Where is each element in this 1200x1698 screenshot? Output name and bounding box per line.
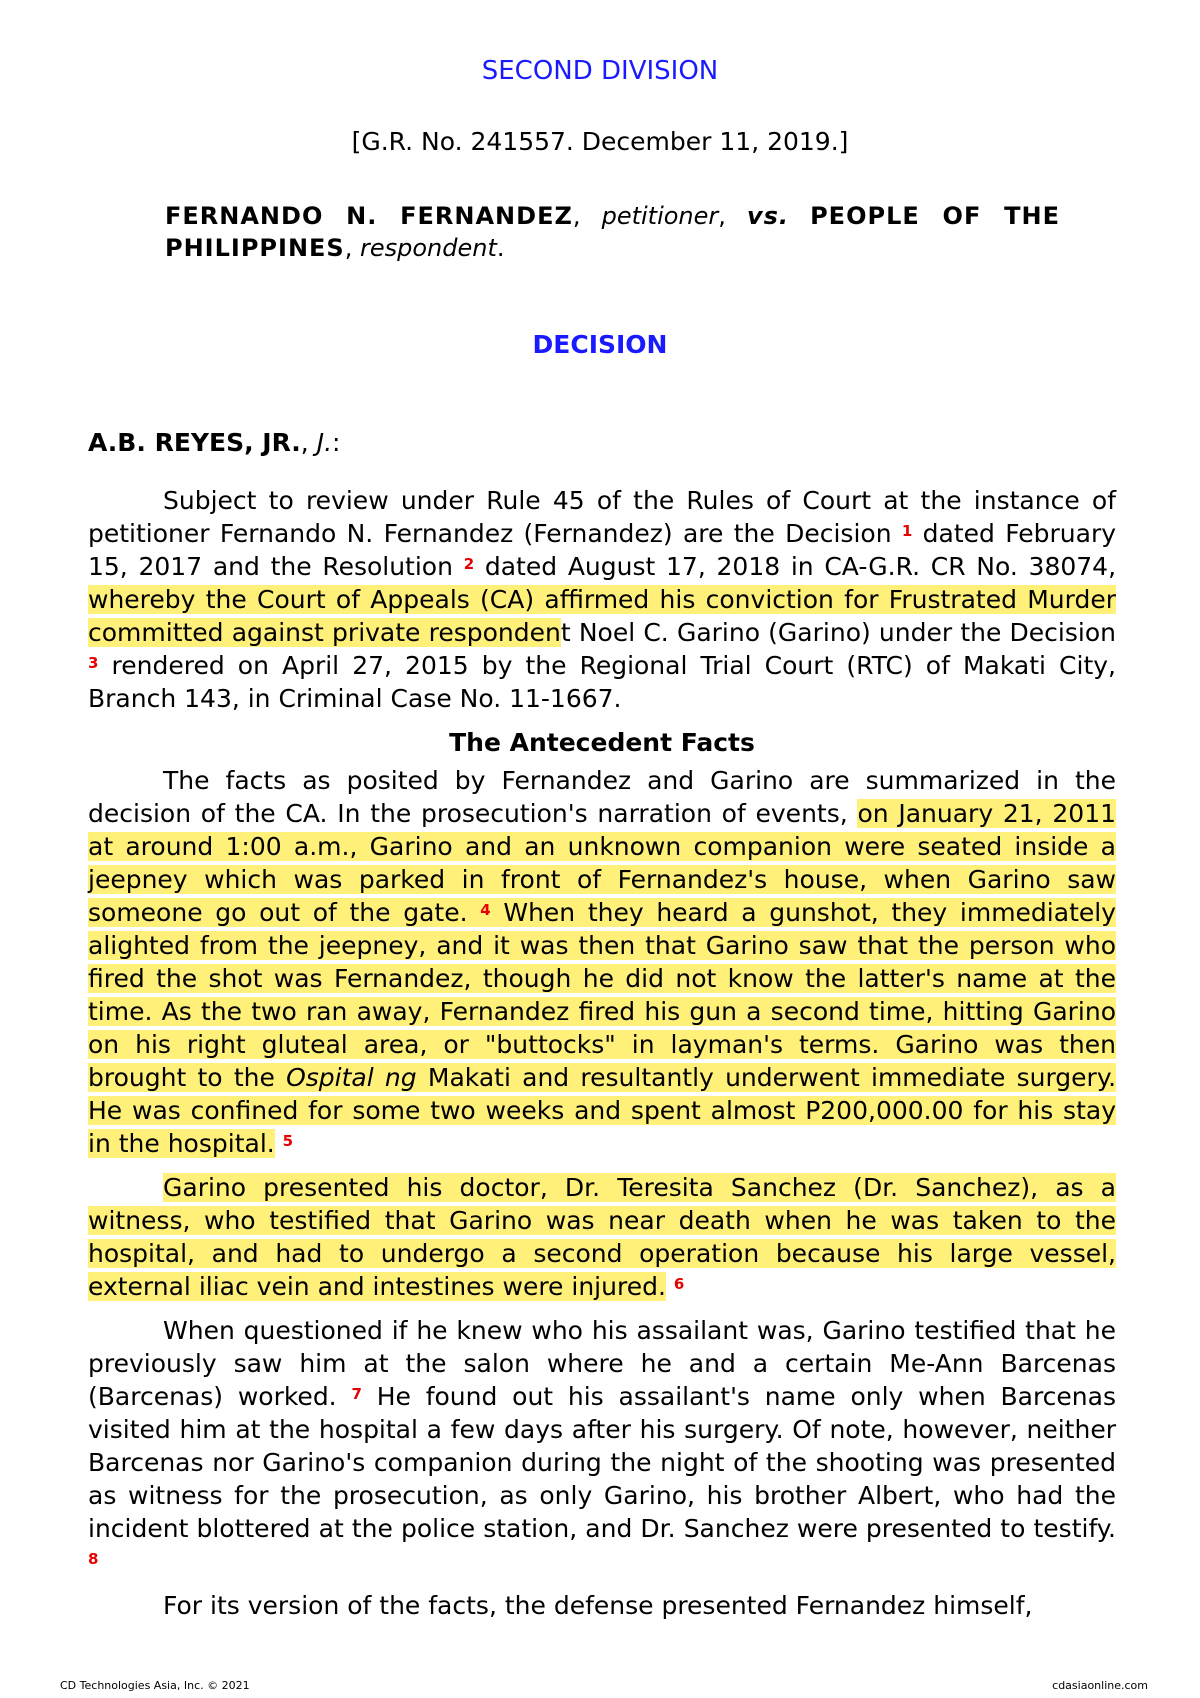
footnote-link-8[interactable]: 8 (88, 1550, 99, 1568)
ponente-title: J. (316, 428, 333, 457)
text-span: rendered on April 27, 2015 by the Regional Trial Court (RTC) of Makati City, Branch 143, in Criminal Case No. 11-1667. (88, 651, 1116, 713)
text-span: He found out his assailant's name only when Barcenas visited him at the hospital a few days after his surgery. Of note, however, neither Barcenas nor Garino's companion during the night of the shooting was presented as witness for the prosecution, as only Garino, his brother Albert, who had the incident blottered at the police station, and Dr. Sanchez were presented to testify. (88, 1382, 1116, 1543)
footer-website: cdasiaonline.com (1052, 1679, 1148, 1692)
decision-body (88, 484, 1116, 1633)
paragraph-3 (88, 1171, 1116, 1303)
highlighted-text: When they heard a gunshot, they immediately alighted from the jeepney, and it was then that Garino saw that the person who fired the shot was Fernandez, though he did not know the latter's name at the time. As the two ran away, Fernandez fired his gun a second time, hitting Garino on his right gluteal area, or "buttocks" in layman's terms. Garino was then brought to the (88, 898, 1116, 1092)
highlighted-text: Garino presented his doctor, Dr. Teresita Sanchez (Dr. Sanchez), as a witness, who testified that Garino was near death when he was taken to the hospital, and had to undergo a second operation because his large vessel, external iliac vein and intestines were injured. (88, 1173, 1116, 1301)
text-span: For its version of the facts, the defense presented Fernandez himself, (163, 1591, 1033, 1620)
text-span: dated August 17, 2018 in CA-G.R. CR No. 38074, (484, 552, 1117, 581)
section-heading: The Antecedent Facts (449, 728, 755, 757)
petitioner-name: FERNANDO N. FERNANDEZ (165, 202, 573, 230)
division-heading: SECOND DIVISION (481, 56, 719, 86)
paragraph-4 (88, 1314, 1116, 1578)
footnote-link-3[interactable]: 3 (88, 654, 99, 672)
footer-copyright: CD Technologies Asia, Inc. © 2021 (60, 1679, 250, 1692)
footnote-link-7[interactable]: 7 (351, 1385, 362, 1403)
ponente-name: A.B. REYES, JR. (88, 428, 301, 457)
highlighted-text: whereby the Court of Appeals (CA) affirmed his conviction for Frustrated Murder committed against private responden (88, 585, 1116, 647)
text-span: The facts as posited by Fernandez and Garino are summarized in the decision of the CA. In the prosecution's narration of events, (88, 766, 1116, 828)
versus: vs. (746, 202, 790, 230)
paragraph-2 (88, 764, 1116, 1160)
footnote-link-6[interactable]: 6 (673, 1275, 685, 1293)
text-span: dated February 15, 2017 and the Resolution (88, 519, 1117, 581)
footnote-link-5[interactable]: 5 (282, 1132, 294, 1150)
highlighted-text: on January 21, 2011 at around 1:00 a.m., Garino and an unknown companion were seated inside a jeepney which was parked in front of Fernandez's house, when Garino saw someone go out of the gate. (88, 799, 1117, 927)
respondent-name: PEOPLE OF THE PHILIPPINES (165, 202, 1060, 262)
respondent-role: respondent (359, 234, 497, 262)
footnote-link-4[interactable]: 4 (480, 901, 491, 919)
petitioner-role: petitioner (601, 202, 719, 230)
highlighted-text: Makati and resultantly underwent immediate surgery. He was confined for some two weeks and spent almost P200,000.00 for his stay in the hospital. (88, 1063, 1117, 1158)
ponente: A.B. REYES, JR., J.: (88, 428, 341, 457)
paragraph-1 (88, 484, 1116, 715)
gr-number: [G.R. No. 241557. December 11, 2019.] (351, 127, 849, 156)
decision-title: DECISION (532, 330, 668, 359)
case-parties: FERNANDO N. FERNANDEZ, petitioner, vs. PEOPLE OF THE PHILIPPINES, respondent. (165, 202, 1060, 262)
text-span: Subject to review under Rule 45 of the Rules of Court at the instance of petitioner Fernando N. Fernandez (Fernandez) are the Decision (88, 486, 1116, 548)
text-span: When questioned if he knew who his assailant was, Garino testified that he previously saw him at the salon where he and a certain Me-Ann Barcenas (Barcenas) worked. (88, 1316, 1116, 1411)
footnote-link-2[interactable]: 2 (463, 555, 475, 573)
footnote-link-1[interactable]: 1 (901, 522, 913, 540)
text-span: t Noel C. Garino (Garino) under the Decision (560, 618, 1116, 647)
paragraph-5 (88, 1589, 1116, 1622)
highlighted-italic-text: Ospital ng (286, 1063, 417, 1092)
